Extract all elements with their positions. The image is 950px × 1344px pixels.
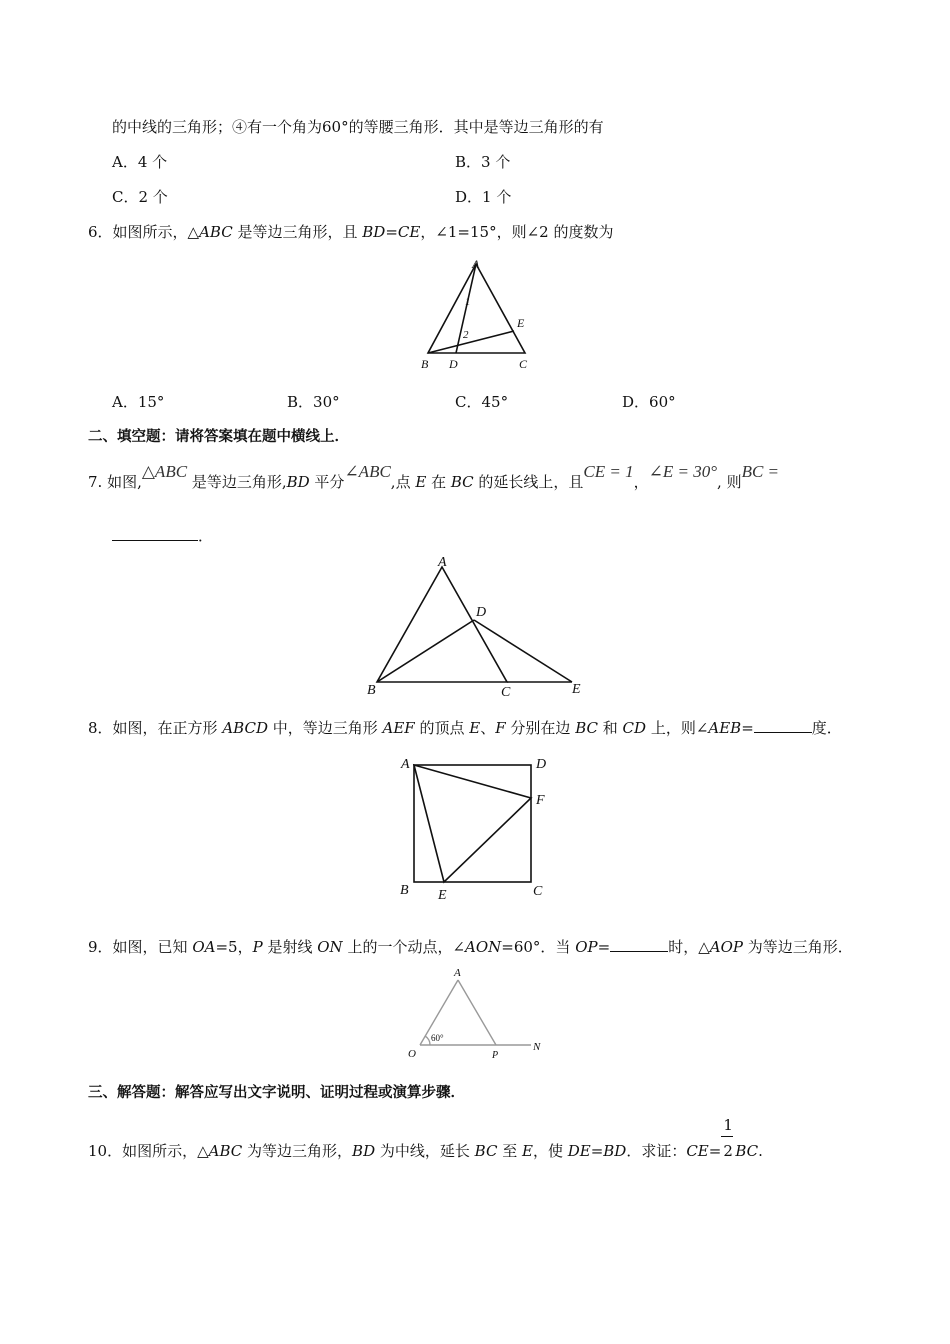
q6-label-b: B [421, 357, 429, 371]
q8-label-d: D [536, 757, 547, 772]
q6-label-e: E [517, 316, 525, 330]
q5-option-c: C．2 个 [112, 188, 168, 206]
q9-figure [403, 964, 553, 1062]
q6-option-b: B．30° [287, 393, 340, 411]
q9-answer-blank[interactable] [610, 937, 668, 952]
q6-label-c: C [519, 357, 528, 371]
q8-label-f: F [536, 793, 545, 808]
q6-option-d: D．60° [622, 393, 676, 411]
q7-answer-line[interactable]: ． [112, 526, 213, 546]
q7-stem: 7. 如图,△ABC 是等边三角形,BD 平分∠ABC,点 E 在 BC 的延长线上，且CE = 1，∠E = 30°, 则BC = [88, 462, 780, 491]
section-3-heading: 三、解答题：解答应写出文字说明、证明过程或演算步骤． [88, 1085, 465, 1101]
q9-label-p: P [492, 1050, 499, 1061]
q7-label-a: A [438, 555, 447, 570]
q9-stem: 9．如图，已知 OA=5，P 是射线 ON 上的一个动点，∠AON=60°．当 OP= 时，△AOP 为等边三角形． [88, 938, 853, 956]
q8-figure [396, 753, 556, 901]
q5-option-d: D．1 个 [455, 188, 512, 206]
q6-angle-2: 2 [463, 329, 469, 341]
q8-label-b: B [400, 883, 409, 898]
q8-label-c: C [533, 884, 543, 899]
q7-label-b: B [367, 683, 376, 698]
q9-label-o: O [408, 1048, 416, 1060]
q6-label-a: A [472, 257, 480, 271]
section-2-heading: 二、填空题：请将答案填在题中横线上． [88, 429, 349, 445]
q8-label-a: A [401, 757, 410, 772]
q6-option-a: A．15° [112, 393, 165, 411]
q10-fraction: $\frac{1}{2}$ [723, 1116, 733, 1160]
q6-label-d: D [449, 357, 458, 371]
q8-answer-blank[interactable] [754, 718, 812, 733]
q5-option-b: B．3 个 [455, 153, 511, 171]
q9-label-a: A [454, 967, 461, 979]
q10-stem: 10．如图所示，△ABC 为等边三角形，BD 为中线，延长 BC 至 E，使 DE=BD．求证：CE= $\frac{1}{2}$ BC. [88, 1116, 763, 1160]
q6-figure [418, 256, 538, 374]
q7-label-e: E [572, 682, 581, 697]
q5-tail: 的中线的三角形；④有一个角为60°的等腰三角形．其中是等边三角形的有 [112, 118, 604, 136]
q6-angle-1: 1 [465, 296, 471, 308]
q9-angle-label: 60° [431, 1033, 444, 1043]
q7-figure [362, 552, 592, 700]
q8-stem: 8．如图，在正方形 ABCD 中，等边三角形 AEF 的顶点 E、F 分别在边 BC 和 CD 上，则∠AEB= 度． [88, 719, 842, 737]
q5-option-a: A．4 个 [112, 153, 168, 171]
q6-option-c: C．45° [455, 393, 509, 411]
q8-label-e: E [438, 888, 447, 903]
q9-label-n: N [533, 1041, 541, 1053]
q7-label-c: C [501, 685, 511, 700]
q7-label-d: D [476, 605, 487, 620]
q6-stem: 6．如图所示，△ABC 是等边三角形，且 BD=CE，∠1=15°，则∠2 的度数为 [88, 223, 614, 241]
